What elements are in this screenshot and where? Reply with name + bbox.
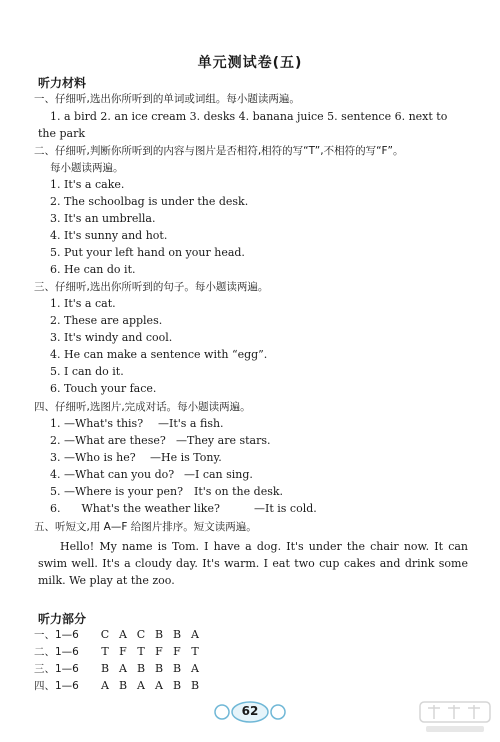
- page-number: 62: [241, 704, 259, 718]
- q3-item: 1. It's a cat.: [50, 297, 116, 310]
- q3-item: 5. I can do it.: [50, 365, 124, 378]
- answer-row: [34, 643, 204, 660]
- q4-question: 5. —Where is your pen?: [50, 485, 184, 498]
- q4-answer: —I can sing.: [184, 468, 253, 481]
- q4-answer: —They are stars.: [176, 434, 271, 447]
- answer-cell: A: [191, 628, 199, 641]
- answer-cell: A: [119, 628, 127, 641]
- answer-table: [34, 626, 204, 694]
- answer-cell: F: [173, 645, 181, 658]
- q1-instruction: 一、仔细听,选出你所听到的单词或词组。每小题读两遍。: [34, 93, 300, 105]
- q2-item: 4. It's sunny and hot.: [50, 229, 168, 242]
- q1-items-continued: the park: [38, 127, 86, 140]
- answer-cell: A: [101, 679, 109, 692]
- q4-answer: —It's a fish.: [158, 417, 224, 430]
- answer-cell: B: [172, 679, 182, 692]
- q4-answer: —It is cold.: [254, 502, 317, 515]
- q3-item: 2. These are apples.: [50, 314, 163, 327]
- answer-row-label: 四、1—6: [34, 680, 79, 692]
- q4-answer: It's on the desk.: [194, 485, 284, 498]
- answer-cell: F: [119, 645, 127, 658]
- q4-question: 1. —What's this?: [50, 417, 144, 430]
- q3-item: 4. He can make a sentence with “egg”.: [50, 348, 268, 361]
- answer-cell: A: [191, 662, 199, 675]
- q1-items: 1. a bird 2. an ice cream 3. desks 4. banana juice 5. sentence 6. next to: [50, 110, 448, 123]
- answer-cell: B: [154, 662, 164, 675]
- answer-cell: A: [155, 679, 163, 692]
- q2-item: 6. He can do it.: [50, 263, 136, 276]
- answer-row: [34, 677, 204, 694]
- q4-question: 2. —What are these?: [50, 434, 166, 447]
- answer-cell: B: [154, 628, 164, 641]
- answer-cell: B: [172, 662, 182, 675]
- q2-item: 2. The schoolbag is under the desk.: [50, 195, 249, 208]
- answer-cell: B: [136, 662, 146, 675]
- q3-item: 6. Touch your face.: [50, 382, 157, 395]
- answer-row-label: 三、1—6: [34, 663, 79, 675]
- q2-instruction-continued: 每小题读两遍。: [50, 162, 124, 174]
- answer-cell: A: [137, 679, 145, 692]
- q2-item: 3. It's an umbrella.: [50, 212, 156, 225]
- q4-question: 4. —What can you do?: [50, 468, 175, 481]
- answer-row-label: 二、1—6: [34, 646, 79, 658]
- q4-question: 6. What's the weather like?: [50, 502, 220, 515]
- section-heading-answers: 听力部分: [38, 612, 87, 626]
- q5-passage: Hello! My name is Tom. I have a dog. It's under the chair now. It can swim well. It's a cloudy day. It's warm. I eat two cup cakes and drink some milk. We play at the zoo.: [38, 540, 468, 587]
- answer-row: [34, 660, 204, 677]
- answer-cell: B: [190, 679, 200, 692]
- watermark-icon: [418, 700, 492, 736]
- answer-row-label: 一、1—6: [34, 629, 79, 641]
- answer-cell: T: [191, 645, 199, 658]
- answer-cell: B: [100, 662, 110, 675]
- answer-cell: C: [136, 628, 146, 641]
- watermark-logo: [418, 700, 492, 736]
- q4-answer: —He is Tony.: [150, 451, 222, 464]
- answer-cell: A: [119, 662, 127, 675]
- q2-item: 1. It's a cake.: [50, 178, 125, 191]
- answer-cell: B: [172, 628, 182, 641]
- answer-cell: C: [100, 628, 110, 641]
- answer-cell: T: [101, 645, 109, 658]
- page-number-badge: [212, 700, 288, 724]
- q4-question: 3. —Who is he?: [50, 451, 136, 464]
- q4-instruction: 四、仔细听,选图片,完成对话。每小题读两遍。: [34, 401, 251, 413]
- answer-cell: F: [155, 645, 163, 658]
- q3-instruction: 三、仔细听,选出你所听到的句子。每小题读两遍。: [34, 281, 269, 293]
- answer-cell: B: [118, 679, 128, 692]
- q5-instruction: 五、听短文,用 A—F 给图片排序。短文读两遍。: [34, 521, 257, 533]
- q2-item: 5. Put your left hand on your head.: [50, 246, 245, 259]
- section-heading-materials: 听力材料: [38, 76, 87, 90]
- answer-row: [34, 626, 204, 643]
- answer-cell: T: [137, 645, 145, 658]
- page-title: 单元测试卷(五): [197, 55, 303, 71]
- q2-instruction: 二、仔细听,判断你所听到的内容与图片是否相符,相符的写“T”,不相符的写“F”。: [34, 145, 404, 157]
- q3-item: 3. It's windy and cool.: [50, 331, 173, 344]
